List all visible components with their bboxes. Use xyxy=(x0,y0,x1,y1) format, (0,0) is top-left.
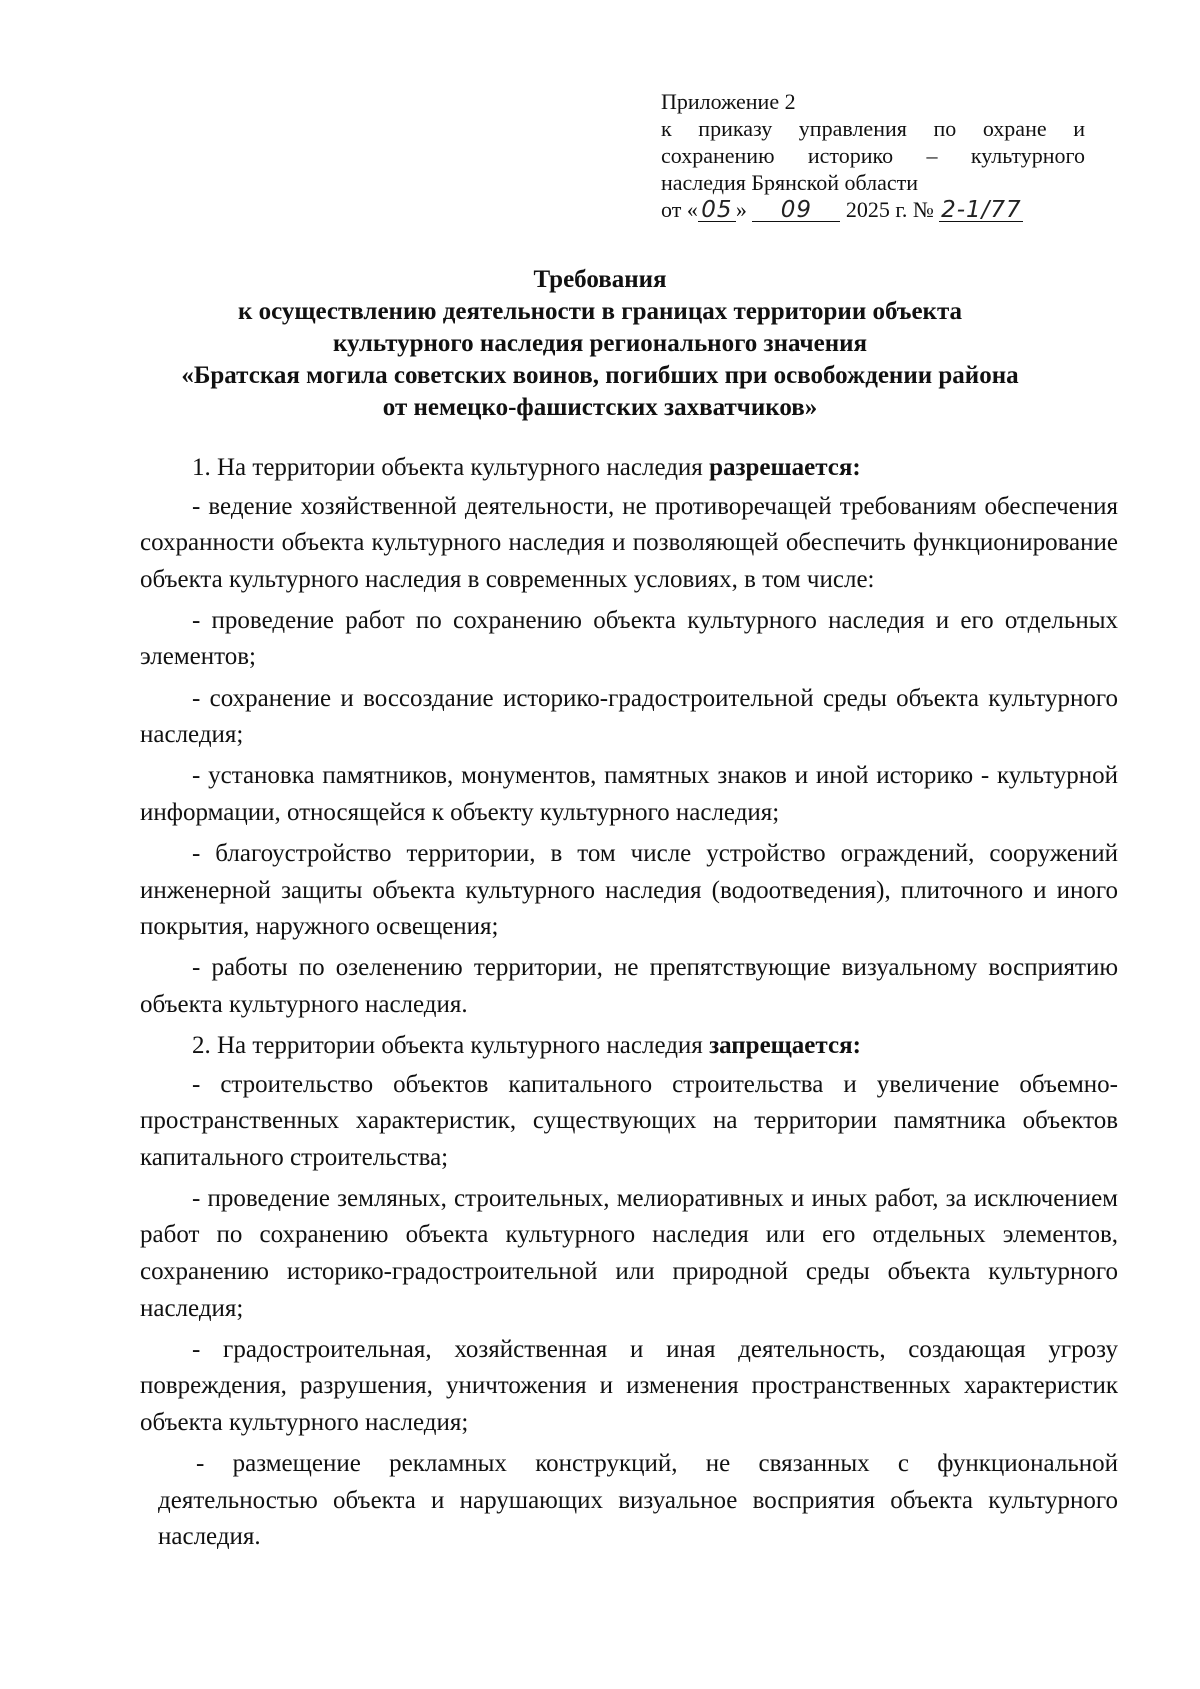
section-2-heading xyxy=(140,1028,1118,1065)
section-1-item: - проведение работ по сохранению объекта культурного наследия и его отдельных элементов; xyxy=(140,606,1118,671)
appendix-title: Приложение 2 xyxy=(661,89,796,114)
section-1-lead: 1. На территории объекта культурного наследия xyxy=(192,454,703,481)
title-line: к осуществлению деятельности в границах территории объекта xyxy=(237,298,963,325)
handwritten-day: 05 xyxy=(698,199,736,222)
section-1-item: - работы по озеленению территории, не препятствующие визуальному восприятию объекта культурного наследия. xyxy=(140,954,1118,1018)
section-2-item: - градостроительная, хозяйственная и иная деятельность, создающая угрозу повреждения, разрушения, уничтожения и изменения пространственных характеристик объекта культурного наследия; xyxy=(140,1335,1118,1436)
order-date-line xyxy=(661,196,1085,223)
appendix-line: сохранению историко – культурного xyxy=(661,143,1085,168)
title-line: «Братская могила советских воинов, погибших при освобождении района xyxy=(181,362,1019,389)
title-heading: Требования xyxy=(533,266,667,293)
section-2-item: - размещение рекламных конструкций, не связанных с функциональной деятельностью объекта и нарушающих визуальное восприятия объекта культурного наследия. xyxy=(158,1449,1118,1551)
section-2-item: - строительство объектов капитального строительства и увеличение объемно-пространственных характеристик, существующих на территории памятника объектов капитального строительства; xyxy=(140,1070,1118,1171)
appendix-block xyxy=(661,88,1085,223)
section-2-item: - проведение земляных, строительных, мелиоративных и иных работ, за исключением работ по сохранению объекта культурного наследия или его отдельных элементов, сохранению историко-градостроительной или природной среды объекта культурного наследия; xyxy=(140,1184,1118,1322)
document-body xyxy=(140,448,1118,1560)
handwritten-month: 09 xyxy=(752,199,840,222)
section-1-item: - ведение хозяйственной деятельности, не противоречащей требованиям обеспечения сохранности объекта культурного наследия и позволяющей обеспечить функционирование объекта культурного наследия в современных условиях, в том числе: xyxy=(140,492,1118,593)
appendix-line: наследия Брянской области xyxy=(661,170,919,195)
date-prefix: от « xyxy=(661,197,698,222)
section-1-item: - благоустройство территории, в том числе устройство ограждений, сооружений инженерной защиты объекта культурного наследия (водоотведения), плиточного и иного покрытия, наружного освещения; xyxy=(140,839,1118,941)
date-quote-close: » xyxy=(735,197,747,222)
section-2-lead: 2. На территории объекта культурного наследия xyxy=(192,1031,703,1059)
section-1-heading xyxy=(140,450,1118,487)
section-1-item: - установка памятников, монументов, памятных знаков и иной историко - культурной информации, относящейся к объекту культурного наследия; xyxy=(140,762,1118,826)
title-line: от немецко-фашистских захватчиков» xyxy=(382,394,818,421)
year-and-number-label: 2025 г. № xyxy=(845,197,934,222)
appendix-line: к приказу управления по охране и xyxy=(661,116,1085,141)
document-title xyxy=(120,264,1080,424)
title-line: культурного наследия регионального значения xyxy=(332,330,868,357)
section-1-keyword: разрешается: xyxy=(709,454,861,481)
section-2-keyword: запрещается: xyxy=(709,1031,861,1059)
handwritten-order-number: 2-1/77 xyxy=(941,197,1022,223)
section-1-item: - сохранение и воссоздание историко-градостроительной среды объекта культурного наследия; xyxy=(140,684,1118,749)
